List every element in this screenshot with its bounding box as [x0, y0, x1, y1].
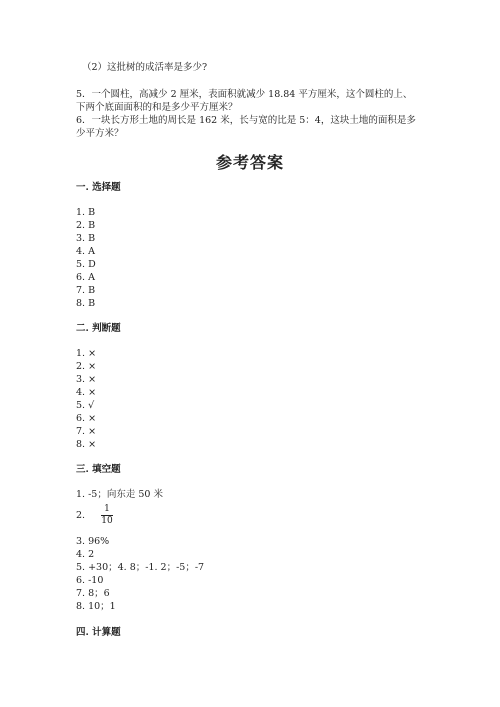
section-2-answer: 6. × [76, 413, 97, 424]
fraction-numerator: 1 [104, 504, 110, 514]
section-2-answer: 2. × [76, 361, 97, 372]
question-5-line-2: 下两个底面面积的和是多少平方厘米？ [76, 102, 238, 113]
section-2-answer: 4. × [76, 387, 97, 398]
answers-title: 参考答案 [215, 153, 284, 172]
question-6-line-1: 6．一块长方形土地的周长是 162 米，长与宽的比是 5：4，这块土地的面积是多 [76, 115, 416, 126]
section-3-answer-3: 3. 96% [76, 536, 110, 547]
section-3-answer-7: 7. 8；6 [76, 588, 110, 599]
fraction [100, 504, 114, 527]
section-3-answer-5: 5. +30；4. 8；-1. 2；-5；-7 [76, 562, 205, 573]
section-2-answer: 8. × [76, 439, 97, 450]
section-3-answer-1: 1. -5；向东走 50 米 [76, 489, 163, 500]
section-1-answer: 5. D [76, 259, 96, 270]
fraction-denominator: 10 [101, 516, 113, 526]
question-5-line-1: 5．一个圆柱，高减少 2 厘米，表面积就减少 18.84 平方厘米，这个圆柱的上、 [76, 89, 413, 100]
section-2-answer: 7. × [76, 426, 97, 437]
section-1-answer: 2. B [76, 220, 96, 231]
section-4-heading: 四. 计算题 [76, 627, 121, 638]
section-1-answer: 6. A [76, 272, 95, 283]
section-1-answer: 7. B [76, 285, 96, 296]
question-6-line-2: 少平方米？ [76, 128, 124, 139]
section-3-answer-4: 4. 2 [76, 549, 95, 560]
section-2-answer: 1. × [76, 348, 97, 359]
section-2-answer: 5. √ [76, 400, 95, 411]
section-1-answer: 8. B [76, 298, 96, 309]
question-4-part-2: （2）这批树的成活率是多少? [82, 62, 208, 73]
section-3-answer-2-label: 2. [76, 510, 86, 521]
section-1-heading: 一. 选择题 [76, 182, 121, 193]
section-1-answer: 4. A [76, 246, 95, 257]
section-2-answer: 3. × [76, 374, 97, 385]
section-3-answer-6: 6. -10 [76, 575, 104, 586]
section-1-answer: 1. B [76, 207, 96, 218]
section-2-heading: 二. 判断题 [76, 323, 121, 334]
section-3-answer-8: 8. 10；1 [76, 601, 116, 612]
section-1-answer: 3. B [76, 233, 96, 244]
section-3-heading: 三. 填空题 [76, 464, 121, 475]
